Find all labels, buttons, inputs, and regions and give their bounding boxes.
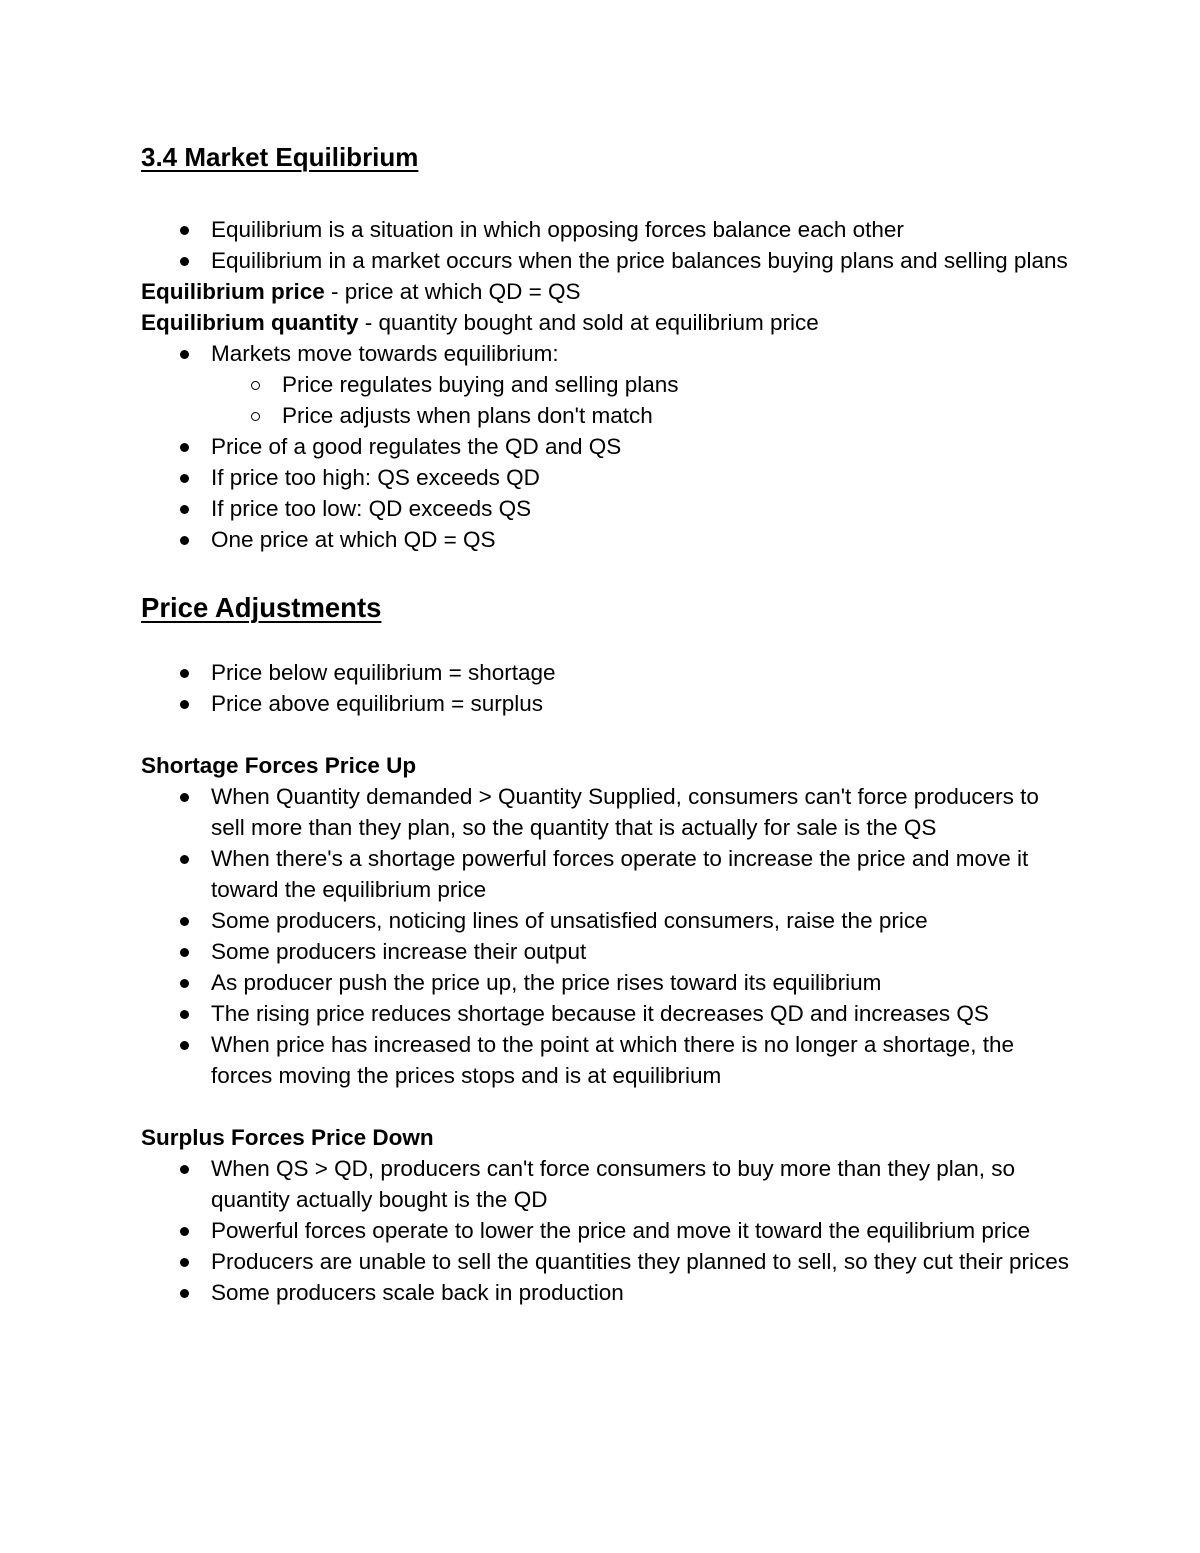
- list-item: Some producers, noticing lines of unsatisfied consumers, raise the price: [141, 905, 1076, 936]
- list-item: Producers are unable to sell the quantities they planned to sell, so they cut their prices: [141, 1246, 1076, 1277]
- list-item: If price too low: QD exceeds QS: [141, 493, 1076, 524]
- subheading-shortage: Shortage Forces Price Up: [141, 753, 417, 778]
- list-item: [141, 338, 1076, 431]
- definition-equilibrium-price: [141, 276, 1076, 307]
- definition-equilibrium-quantity: [141, 307, 1076, 338]
- list-item: When there's a shortage powerful forces operate to increase the price and move it toward the equilibrium price: [141, 843, 1076, 905]
- list-item: Equilibrium in a market occurs when the price balances buying plans and selling plans: [141, 245, 1076, 276]
- list-item: Price below equilibrium = shortage: [141, 657, 1076, 688]
- list-item: When price has increased to the point at which there is no longer a shortage, the forces moving the prices stops and is at equilibrium: [141, 1029, 1076, 1091]
- equilibrium-intro-list: [141, 214, 1076, 276]
- surplus-list: [141, 1153, 1076, 1308]
- section-title-market-equilibrium: 3.4 Market Equilibrium: [141, 142, 419, 172]
- equilibrium-rules-list: [141, 338, 1076, 555]
- list-item: Equilibrium is a situation in which opposing forces balance each other: [141, 214, 1076, 245]
- document-page: [141, 138, 1076, 1308]
- list-item: The rising price reduces shortage because it decreases QD and increases QS: [141, 998, 1076, 1029]
- list-item: Price of a good regulates the QD and QS: [141, 431, 1076, 462]
- sub-list-item: Price adjusts when plans don't match: [141, 400, 1076, 431]
- list-item: One price at which QD = QS: [141, 524, 1076, 555]
- list-item: Powerful forces operate to lower the price and move it toward the equilibrium price: [141, 1215, 1076, 1246]
- list-item: Some producers increase their output: [141, 936, 1076, 967]
- definition-text: - price at which QD = QS: [324, 279, 581, 304]
- list-item: When Quantity demanded > Quantity Supplied, consumers can't force producers to sell more than they plan, so the quantity that is actually for sale is the QS: [141, 781, 1076, 843]
- shortage-list: [141, 781, 1076, 1091]
- definition-text: - quantity bought and sold at equilibrium price: [358, 310, 819, 335]
- sub-list: [141, 369, 1076, 431]
- list-item: When QS > QD, producers can't force consumers to buy more than they plan, so quantity actually bought is the QD: [141, 1153, 1076, 1215]
- list-item: Price above equilibrium = surplus: [141, 688, 1076, 719]
- list-item: As producer push the price up, the price rises toward its equilibrium: [141, 967, 1076, 998]
- definition-term: Equilibrium quantity: [141, 310, 359, 335]
- list-item: Some producers scale back in production: [141, 1277, 1076, 1308]
- subheading-surplus: Surplus Forces Price Down: [141, 1125, 434, 1150]
- list-item-text: Markets move towards equilibrium:: [211, 341, 559, 366]
- sub-list-item: Price regulates buying and selling plans: [141, 369, 1076, 400]
- section-title-price-adjustments: Price Adjustments: [141, 592, 382, 623]
- list-item: If price too high: QS exceeds QD: [141, 462, 1076, 493]
- definition-term: Equilibrium price: [141, 279, 325, 304]
- price-adjustments-list: [141, 657, 1076, 719]
